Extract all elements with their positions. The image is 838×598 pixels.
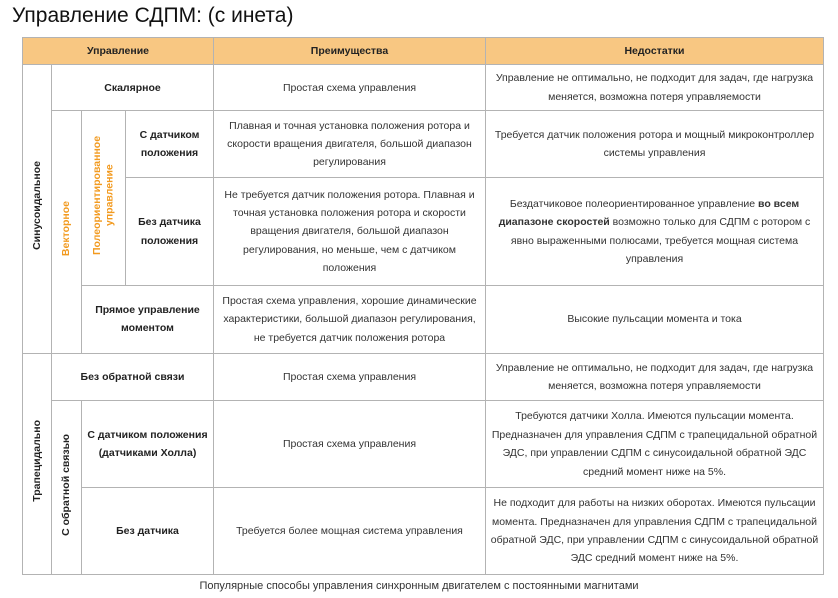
row-foc-sensor-name: С датчиком положения	[126, 111, 214, 178]
row-sensorless-dis: Не подходит для работы на низких оборотах. Имеются пульсации момента. Предназначен для управления СДПМ с трапецидальной обратной ЭДС, при управлении СДПМ с синусоидальной обратной ЭДС средний момент ниже на 5%.	[486, 488, 824, 575]
row-scalar-name: Скалярное	[52, 65, 214, 111]
page-title: Управление СДПМ: (с инета)	[12, 4, 294, 27]
row-hall-name: С датчиком положения (датчиками Холла)	[82, 401, 214, 488]
row-foc-sensorless-dis-pre: Бездатчиковое полеориентированное управление	[509, 197, 759, 210]
group-sinusoidal-label: Синусоидальное	[30, 161, 43, 251]
row-hall-adv: Простая схема управления	[214, 401, 486, 488]
header-control: Управление	[23, 38, 214, 65]
group-sinusoidal	[23, 65, 52, 354]
row-foc-sensorless-name: Без датчика положения	[126, 178, 214, 286]
group-closed-loop	[52, 401, 82, 575]
row-dtc-dis: Высокие пульсации момента и тока	[486, 286, 824, 354]
row-foc-sensorless-adv: Не требуется датчик положения ротора. Плавная и точная установка положения ротора и скорости вращения двигателя, большой диапазон регулирования, но меньше, чем с датчиком положения	[214, 178, 486, 286]
control-methods-table	[22, 37, 824, 575]
header-advantages: Преимущества	[214, 38, 486, 65]
row-dtc-adv: Простая схема управления, хорошие динамические характеристики, большой диапазон регулирования, не требуется датчик положения ротора	[214, 286, 486, 354]
row-foc-sensorless-dis-post: возможно только для СДПМ с ротором с явно выраженными полюсами, требуется мощная система управления	[510, 216, 811, 265]
row-dtc-name: Прямое управление моментом	[82, 286, 214, 354]
group-vector	[52, 111, 82, 353]
group-foc-label: Полеориентированное управление	[90, 135, 116, 255]
row-foc-sensor-dis: Требуется датчик положения ротора и мощный микроконтроллер системы управления	[486, 111, 824, 178]
row-open-loop-name: Без обратной связи	[52, 353, 214, 400]
group-closed-loop-label: С обратной связью	[60, 433, 73, 536]
row-scalar-dis: Управление не оптимально, не подходит для задач, где нагрузка меняется, возможна потеря управляемости	[486, 65, 824, 111]
row-hall-dis: Требуются датчики Холла. Имеются пульсации момента. Предназначен для управления СДПМ с трапецидальной обратной ЭДС, при управлении СДПМ с синусоидальной обратной ЭДС средний момент ниже на 5%.	[486, 401, 824, 488]
group-trapezoidal	[23, 353, 52, 574]
row-foc-sensorless-dis-bold: во всем диапазоне скоростей	[498, 197, 800, 229]
table-caption: Популярные способы управления синхронным двигателем с постоянными магнитами	[199, 580, 639, 592]
row-foc-sensor-adv: Плавная и точная установка положения ротора и скорости вращения двигателя, большой диапазон регулирования	[214, 111, 486, 178]
group-foc	[82, 111, 126, 286]
row-sensorless-name: Без датчика	[82, 488, 214, 575]
row-open-loop-dis: Управление не оптимально, не подходит для задач, где нагрузка меняется, возможна потеря управляемости	[486, 353, 824, 400]
group-vector-label: Векторное	[60, 201, 73, 257]
group-trapezoidal-label: Трапецидально	[30, 419, 43, 502]
header-disadvantages: Недостатки	[486, 38, 824, 65]
row-open-loop-adv: Простая схема управления	[214, 353, 486, 400]
row-foc-sensorless-dis	[486, 178, 824, 286]
row-scalar-adv: Простая схема управления	[214, 65, 486, 111]
row-sensorless-adv: Требуется более мощная система управления	[214, 488, 486, 575]
